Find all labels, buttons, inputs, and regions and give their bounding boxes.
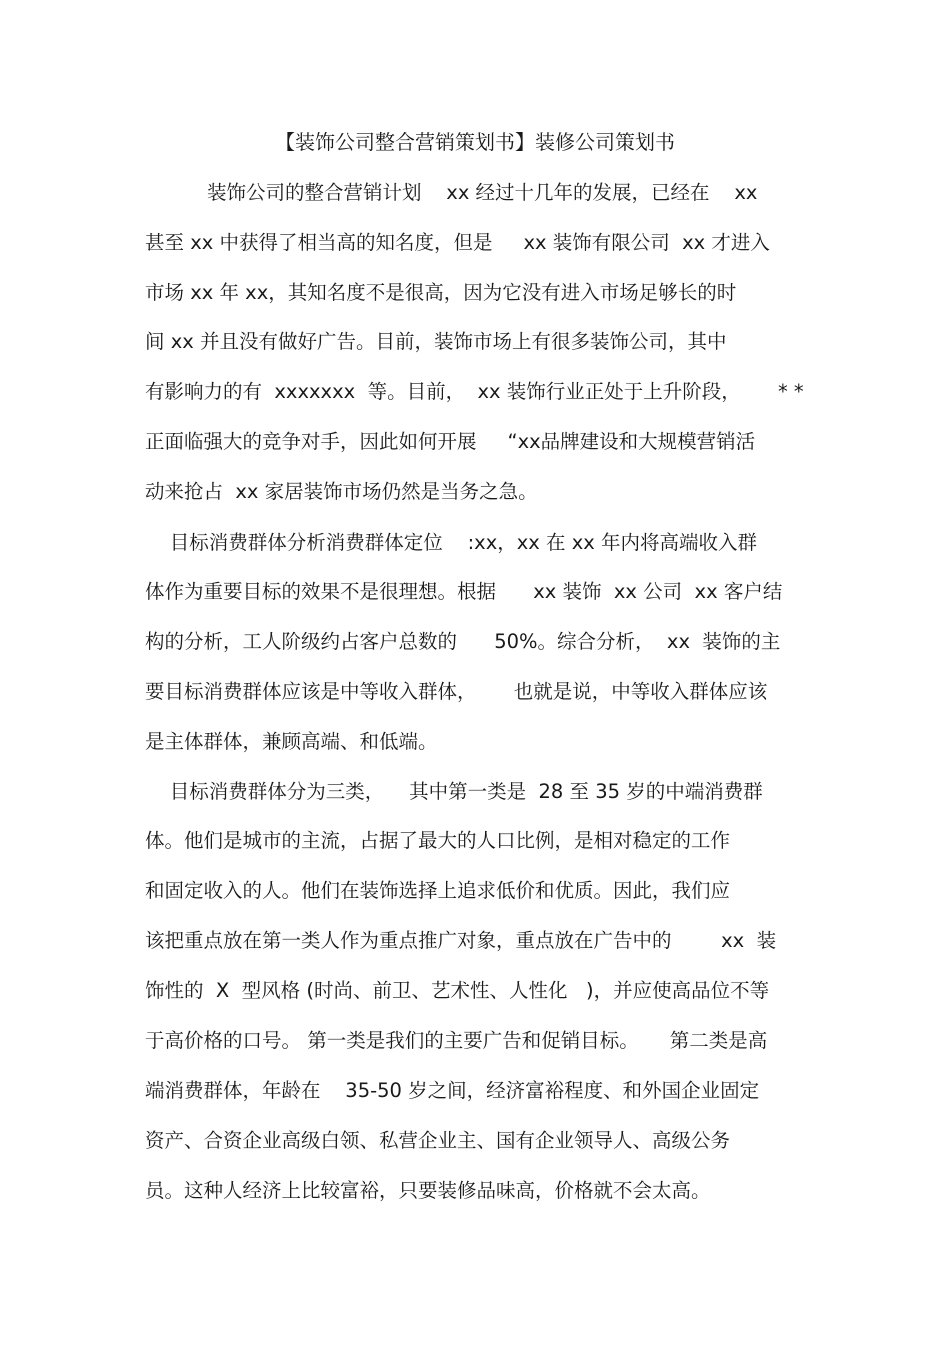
text-line: 目标消费群体分析消费群体定位 :xx，xx 在 xx 年内将高端收入群: [145, 531, 757, 554]
text-line: 该把重点放在第一类人作为重点推广对象，重点放在广告中的 xx 装: [145, 929, 777, 952]
text-line: 市场 xx 年 xx，其知名度不是很高，因为它没有进入市场足够长的时: [145, 281, 737, 304]
text-line: 动来抢占 xx 家居装饰市场仍然是当务之急。: [145, 480, 538, 503]
text-line: 要目标消费群体应该是中等收入群体， 也就是说，中等收入群体应该: [145, 680, 768, 703]
text-line: 构的分析，工人阶级约占客户总数的 50%。综合分析， xx 装饰的主: [145, 630, 781, 653]
text-line: 间 xx 并且没有做好广告。目前，装饰市场上有很多装饰公司，其中: [145, 330, 727, 353]
text-line: 体作为重要目标的效果不是很理想。根据 xx 装饰 xx 公司 xx 客户结: [145, 580, 783, 603]
document-title: 【装饰公司整合营销策划书】装修公司策划书: [275, 130, 675, 154]
text-line: 员。这种人经济上比较富裕，只要装修品味高，价格就不会太高。: [145, 1179, 711, 1202]
text-line: 于高价格的口号。 第一类是我们的主要广告和促销目标。 第二类是高: [145, 1029, 768, 1052]
text-line: 有影响力的有 xxxxxxx 等。目前， xx 装饰行业正处于上升阶段， * *: [145, 380, 804, 403]
text-line: 体。他们是城市的主流，占据了最大的人口比例，是相对稳定的工作: [145, 829, 731, 852]
text-line: 饰性的 X 型风格 (时尚、前卫、艺术性、人性化 )，并应使高品位不等: [145, 979, 770, 1002]
text-line: 资产、合资企业高级白领、私营企业主、国有企业领导人、高级公务: [145, 1129, 731, 1152]
text-line: 是主体群体，兼顾高端、和低端。: [145, 730, 438, 753]
text-line: 目标消费群体分为三类， 其中第一类是 28 至 35 岁的中端消费群: [145, 780, 763, 803]
text-line: 甚至 xx 中获得了相当高的知名度，但是 xx 装饰有限公司 xx 才进入: [145, 231, 770, 254]
text-line: 和固定收入的人。他们在装饰选择上追求低价和优质。因此，我们应: [145, 879, 731, 902]
text-line: 正面临强大的竞争对手，因此如何开展 “xx品牌建设和大规模营销活: [145, 430, 756, 453]
text-line: 装饰公司的整合营销计划 xx 经过十几年的发展，已经在 xx: [145, 181, 758, 204]
text-line: 端消费群体，年龄在 35-50 岁之间，经济富裕程度、和外国企业固定: [145, 1079, 760, 1102]
